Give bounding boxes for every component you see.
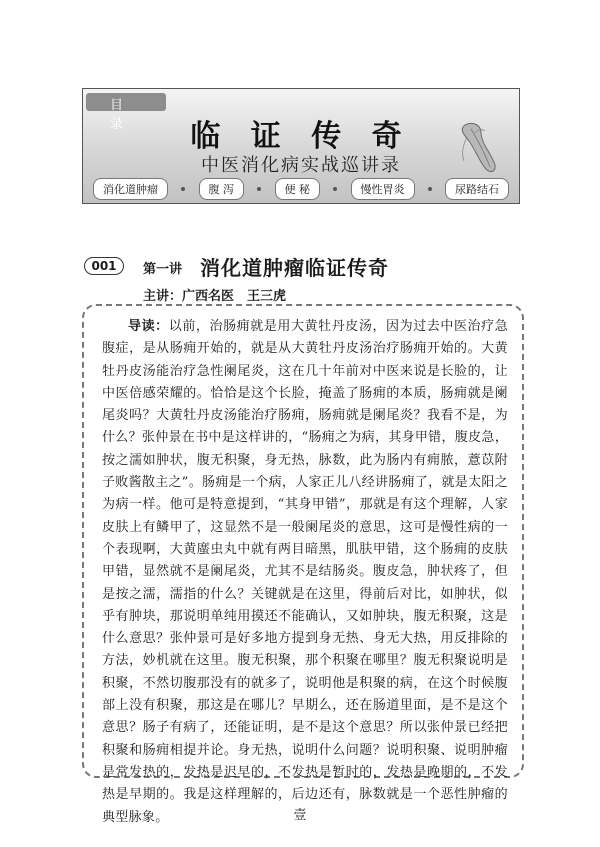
lecture-number: 001 [84,257,124,275]
toc-tab[interactable] [86,93,166,132]
book-header [82,88,520,204]
tag-chronic-gastritis[interactable]: 慢性胃炎 [351,178,415,200]
tag-digestive-tumor[interactable]: 消化道肿瘤 [93,178,168,200]
intro-lead: 导读： [128,319,169,334]
intro-text: 以前，治肠痈就是用大黄牡丹皮汤，因为过去中医治疗急腹症，是从肠痈开始的，就是从大黄牡丹皮汤治疗肠痈开始的。大黄牡丹皮汤能治疗急性阑尾炎，这在几十年前对中医来说是长脸的，让中医倍感荣耀的。恰恰是这个长脸，掩盖了肠痈的本质，肠痈就是阑尾炎吗？大黄牡丹皮汤能治疗肠痈，肠痈就是阑尾炎？我看不是，为什么？张仲景在书中是这样讲的，“肠痈之为病，其身甲错，腹皮急，按之濡如肿状，腹无积聚，身无热，脉数，此为肠内有痈脓，薏苡附子败酱散主之”。肠痈是一个病，人家正儿八经讲肠痈了，就是太阳之为病一样。他可是特意提到，“其身甲错”，那就是有这个理解，人家皮肤上有鳞甲了，这显然不是一般阑尾炎的意思，这可是慢性病的一个表现啊，大黄䗪虫丸中就有两目暗黑，肌肤甲错，这个肠痈的皮肤甲错，显然就不是阑尾炎，尤其不是结肠炎。腹皮急，肿状疼了，但是按之濡，濡指的什么？关键就是在这里，得前后对比，如肿状，似乎有肿块，那说明单纯用摸还不能确认，又如肿块，腹无积聚，这是什么意思？张仲景可是好多地方提到身无热、身无大热，用反排除的方法，妙机就在这里。腹无积聚，那个积聚在哪里？腹无积聚说明是积聚，不然切腹那没有的就多了，说明他是积聚的病，在这个时候腹部上没有积聚，那这是在哪儿？早期么，还在肠道里面，是不是这个意思？肠子有病了，还能证明，是不是这个意思？所以张仲景已经把积聚和肠痈相提并论。身无热，说明什么问题？说明积聚、说明肿瘤是常发热的，发热是迟早的，不发热是暂时的，发热是晚期的，不发热是早期的。我是这样理解的，后边还有，脉数就是一个恶性肿瘤的典型脉象。 [102,319,508,825]
tag-diarrhea[interactable]: 腹 泻 [199,178,245,200]
page-number: 壹 [293,808,307,823]
separator-dot [257,187,261,191]
topic-tags [93,179,509,199]
book-title: 临 证 传 奇 [190,119,412,154]
separator-dot [428,187,432,191]
herb-illustration-icon [451,119,501,175]
tag-constipation[interactable]: 便 秘 [275,178,321,200]
toc-label: 目 录 [110,98,136,132]
lecture-label: 第一讲 [143,262,183,277]
lecture-title: 消化道肿瘤临证传奇 [200,256,389,280]
separator-dot [181,187,185,191]
lecture-speaker: 主讲：广西名医 王三虎 [143,289,287,304]
intro-paragraph [102,316,508,829]
separator-dot [333,187,337,191]
book-subtitle: 中医消化病实战巡讲录 [201,155,401,176]
tag-urinary-stones[interactable]: 尿路结石 [445,178,509,200]
